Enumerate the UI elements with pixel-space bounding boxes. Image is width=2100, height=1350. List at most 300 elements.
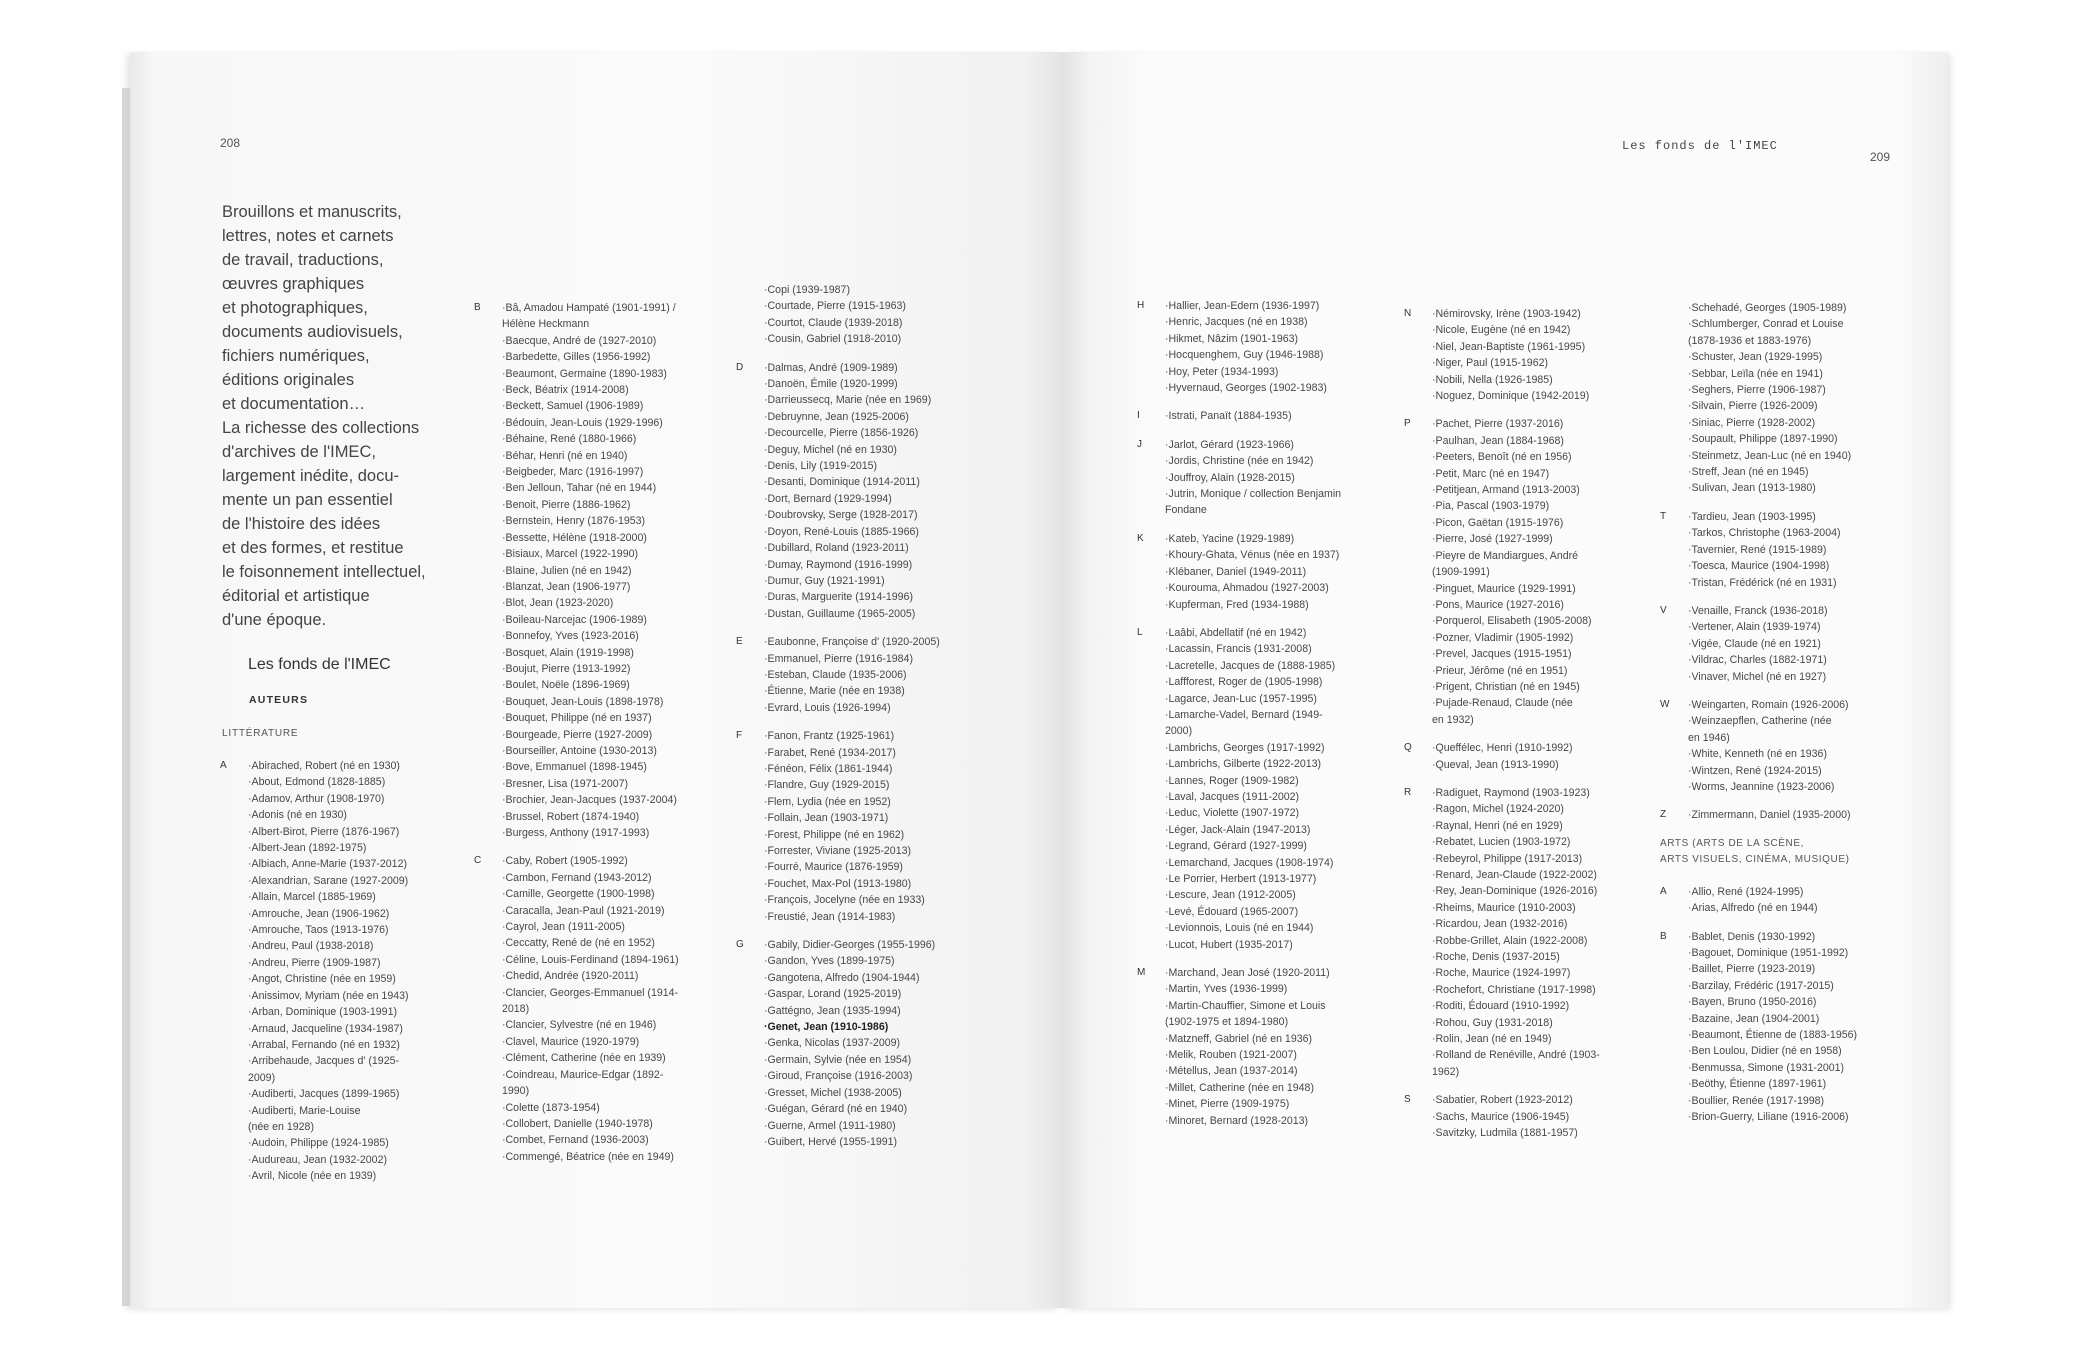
index-entry: ·Lambrichs, Gilberte (1922-2013) bbox=[1165, 758, 1322, 771]
index-entry: ·Gangotena, Alfredo (1904-1944) bbox=[764, 971, 920, 984]
index-entry: ·Arban, Dominique (1903-1991) bbox=[248, 1006, 397, 1019]
index-entry: ·Allain, Marcel (1885-1969) bbox=[248, 891, 376, 904]
index-entry: ·Paulhan, Jean (1884-1968) bbox=[1432, 434, 1564, 447]
index-letter: G bbox=[736, 939, 744, 951]
index-column-2 bbox=[474, 300, 727, 1177]
index-section bbox=[1688, 300, 1888, 497]
index-entry: ·Tardieu, Jean (1903-1995) bbox=[1688, 510, 1816, 523]
index-entry: ·Venaille, Franck (1936-2018) bbox=[1688, 604, 1828, 617]
index-entry: ·Copi (1939-1987) bbox=[764, 284, 850, 296]
index-letter: D bbox=[736, 361, 744, 373]
index-entry: ·Noguez, Dominique (1942-2019) bbox=[1432, 390, 1590, 403]
index-entry: ·Laffforest, Roger de (1905-1998) bbox=[1165, 676, 1323, 689]
index-entry: ·Pujade-Renaud, Claude (née bbox=[1432, 697, 1573, 710]
index-entry: ·Rey, Jean-Dominique (1926-2016) bbox=[1432, 885, 1598, 898]
index-section bbox=[1660, 929, 1888, 1126]
index-column-1 bbox=[220, 758, 448, 1197]
index-entry: ·Sabatier, Robert (1923-2012) bbox=[1432, 1094, 1573, 1107]
index-entry: 2000) bbox=[1165, 725, 1193, 738]
index-entry: ·Courtade, Pierre (1915-1963) bbox=[764, 300, 906, 313]
index-entry: ·Roche, Denis (1937-2015) bbox=[1432, 951, 1560, 964]
index-entry: ·Benmussa, Simone (1931-2001) bbox=[1688, 1061, 1845, 1074]
index-entry: ·Audoin, Philippe (1924-1985) bbox=[248, 1137, 389, 1150]
index-entry: ·Gresset, Michel (1938-2005) bbox=[764, 1086, 902, 1099]
index-section bbox=[1404, 1092, 1642, 1141]
index-entry: ·Blot, Jean (1923-2020) bbox=[502, 597, 614, 610]
index-entry: ·Bouquet, Philippe (né en 1937) bbox=[502, 712, 652, 725]
index-entry: ·Combet, Fernand (1936-2003) bbox=[502, 1134, 649, 1147]
index-entry: ·Vigée, Claude (né en 1921) bbox=[1688, 637, 1821, 650]
index-section bbox=[736, 634, 989, 716]
index-entry: ·Arias, Alfredo (né en 1944) bbox=[1688, 902, 1818, 915]
index-entry: ·Caracalla, Jean-Paul (1921-2019) bbox=[502, 904, 665, 917]
index-entry: ·Boullier, Renée (1917-1998) bbox=[1688, 1094, 1825, 1107]
index-entry: ·Étienne, Marie (née en 1938) bbox=[764, 685, 905, 698]
index-entry: ·Hyvernaud, Georges (1902-1983) bbox=[1165, 382, 1327, 395]
index-entry: ·Tristan, Frédérick (né en 1931) bbox=[1688, 576, 1837, 589]
index-entry: ·Denis, Lily (1919-2015) bbox=[764, 460, 878, 473]
index-entry: ·Zimmermann, Daniel (1935-2000) bbox=[1688, 809, 1851, 822]
index-entry: ·Métellus, Jean (1937-2014) bbox=[1165, 1065, 1298, 1078]
index-entry: 1962) bbox=[1432, 1065, 1460, 1078]
index-section bbox=[1660, 884, 1888, 917]
index-entry: ·Hocquenghem, Guy (1946-1988) bbox=[1165, 349, 1324, 362]
index-entry: ·Genet, Jean (1910-1986) bbox=[764, 1021, 889, 1034]
index-entry: ·Desanti, Dominique (1914-2011) bbox=[764, 476, 920, 489]
index-entry: ·Guibert, Hervé (1955-1991) bbox=[764, 1135, 898, 1148]
index-entry: ·Ricardou, Jean (1932-2016) bbox=[1432, 918, 1568, 931]
index-entry: ·Brion-Guerry, Liliane (1916-2006) bbox=[1688, 1111, 1849, 1124]
index-letter: F bbox=[736, 730, 743, 742]
index-section bbox=[764, 282, 989, 348]
index-entry: ·Jouffroy, Alain (1928-2015) bbox=[1165, 471, 1295, 484]
index-entry: ·Peeters, Benoît (né en 1956) bbox=[1432, 451, 1572, 464]
index-letter: W bbox=[1660, 698, 1670, 710]
index-entry: ·Bagouet, Dominique (1951-1992) bbox=[1688, 947, 1849, 959]
index-entry: ·Bâ, Amadou Hampaté (1901-1991) / bbox=[502, 302, 676, 314]
index-entry: ·Marchand, Jean José (1920-2011) bbox=[1165, 967, 1330, 980]
index-entry: ·Beckett, Samuel (1906-1989) bbox=[502, 400, 644, 413]
index-letter: H bbox=[1137, 300, 1145, 311]
index-entry: ·Queval, Jean (1913-1990) bbox=[1432, 758, 1559, 771]
index-entry: ·Bernstein, Henry (1876-1953) bbox=[502, 515, 646, 528]
index-entry: ·Gandon, Yves (1899-1975) bbox=[764, 955, 895, 968]
index-letter: J bbox=[1137, 438, 1142, 450]
index-section bbox=[736, 360, 989, 623]
category-heading-line: ARTS VISUELS, CINÉMA, MUSIQUE) bbox=[1660, 853, 1850, 865]
index-entry: ·Lambrichs, Georges (1917-1992) bbox=[1165, 741, 1325, 754]
index-section bbox=[736, 937, 989, 1150]
index-entry: ·Arrabal, Fernando (né en 1932) bbox=[248, 1038, 400, 1051]
index-entry: ·Cambon, Fernand (1943-2012) bbox=[502, 871, 652, 884]
index-entry: ·Tarkos, Christophe (1963-2004) bbox=[1688, 527, 1841, 540]
index-letter: K bbox=[1137, 532, 1144, 544]
index-column-4 bbox=[1137, 298, 1385, 1141]
index-entry: ·Amrouche, Jean (1906-1962) bbox=[248, 907, 390, 920]
index-letter: C bbox=[474, 855, 482, 867]
index-entry: ·Nobili, Nella (1926-1985) bbox=[1432, 373, 1553, 386]
section-title: Les fonds de l'IMEC bbox=[248, 656, 391, 673]
index-entry: ·Cousin, Gabriel (1918-2010) bbox=[764, 333, 902, 346]
index-entry: ·Céline, Louis-Ferdinand (1894-1961) bbox=[502, 953, 679, 966]
index-entry: ·Kourouma, Ahmadou (1927-2003) bbox=[1165, 582, 1329, 595]
index-entry: ·Duras, Marguerite (1914-1996) bbox=[764, 591, 913, 604]
index-entry: ·Guerne, Armel (1911-1980) bbox=[764, 1119, 896, 1132]
index-section bbox=[1660, 697, 1888, 795]
index-entry: ·Avril, Nicole (née en 1939) bbox=[248, 1170, 377, 1183]
running-head: Les fonds de l'IMEC bbox=[1622, 139, 1778, 153]
index-letter: A bbox=[220, 760, 227, 771]
index-entry: ·Audiberti, Jacques (1899-1965) bbox=[248, 1088, 400, 1101]
index-section bbox=[474, 853, 727, 1165]
index-entry: ·Schehadé, Georges (1905-1989) bbox=[1688, 302, 1847, 314]
index-entry: ·Niger, Paul (1915-1962) bbox=[1432, 357, 1549, 370]
index-section bbox=[1404, 740, 1642, 773]
index-entry: ·Jarlot, Gérard (1923-1966) bbox=[1165, 438, 1294, 451]
index-entry: ·Bouquet, Jean-Louis (1898-1978) bbox=[502, 695, 664, 708]
index-entry: ·Rebeyrol, Philippe (1917-2013) bbox=[1432, 852, 1583, 865]
index-entry: ·Coindreau, Maurice-Edgar (1892- bbox=[502, 1068, 664, 1081]
index-entry: ·Decourcelle, Pierre (1856-1926) bbox=[764, 427, 919, 440]
index-entry: ·Forrester, Viviane (1925-2013) bbox=[764, 845, 912, 857]
index-entry: ·Angot, Christine (née en 1959) bbox=[248, 973, 396, 986]
index-entry: ·Darrieussecq, Marie (née en 1969) bbox=[764, 394, 932, 407]
index-column-6 bbox=[1660, 300, 1888, 1137]
index-entry: ·Sulivan, Jean (1913-1980) bbox=[1688, 482, 1816, 495]
index-entry: Fondane bbox=[1165, 504, 1207, 517]
index-section bbox=[1137, 531, 1385, 613]
index-entry: ·Lucot, Hubert (1935-2017) bbox=[1165, 938, 1293, 951]
index-entry: Hélène Heckmann bbox=[502, 318, 590, 331]
index-section bbox=[1660, 509, 1888, 591]
index-entry: ·Lemarchand, Jacques (1908-1974) bbox=[1165, 856, 1334, 869]
index-letter: Q bbox=[1404, 742, 1412, 754]
index-entry: ·Klébaner, Daniel (1949-2011) bbox=[1165, 565, 1307, 578]
index-entry: (née en 1928) bbox=[248, 1120, 314, 1133]
index-entry: ·Pozner, Vladimir (1905-1992) bbox=[1432, 631, 1574, 644]
index-entry: ·Silvain, Pierre (1926-2009) bbox=[1688, 400, 1818, 413]
index-entry: ·Pia, Pascal (1903-1979) bbox=[1432, 500, 1550, 513]
index-letter: I bbox=[1137, 410, 1140, 422]
index-letter: Z bbox=[1660, 809, 1667, 821]
index-entry: ·Bazaine, Jean (1904-2001) bbox=[1688, 1012, 1820, 1025]
index-entry: ·Farabet, René (1934-2017) bbox=[764, 746, 896, 759]
index-entry: ·Bresner, Lisa (1971-2007) bbox=[502, 777, 629, 790]
index-entry: ·Laâbi, Abdellatif (né en 1942) bbox=[1165, 626, 1307, 639]
index-entry: ·Henric, Jacques (né en 1938) bbox=[1165, 316, 1308, 329]
index-entry: ·Audureau, Jean (1932-2002) bbox=[248, 1153, 387, 1166]
index-entry: ·Pieyre de Mandiargues, André bbox=[1432, 549, 1579, 562]
index-entry: ·Brochier, Jean-Jacques (1937-2004) bbox=[502, 794, 677, 807]
index-column-5 bbox=[1404, 306, 1642, 1154]
index-entry: ·Sachs, Maurice (1906-1945) bbox=[1432, 1110, 1570, 1123]
index-entry: ·Clancier, Sylvestre (né en 1946) bbox=[502, 1019, 657, 1032]
index-entry: ·Lescure, Jean (1912-2005) bbox=[1165, 889, 1296, 902]
index-entry: ·Worms, Jeannine (1923-2006) bbox=[1688, 780, 1835, 793]
index-entry: ·Audiberti, Marie-Louise bbox=[248, 1104, 361, 1117]
index-entry: ·Bessette, Hélène (1918-2000) bbox=[502, 531, 647, 544]
index-entry: ·About, Edmond (1828-1885) bbox=[248, 776, 386, 789]
index-entry: ·Burgess, Anthony (1917-1993) bbox=[502, 827, 650, 839]
index-entry: (1902-1975 et 1894-1980) bbox=[1165, 1016, 1289, 1029]
index-letter: E bbox=[736, 636, 743, 648]
index-entry: ·Arribehaude, Jacques d' (1925- bbox=[248, 1055, 400, 1068]
index-entry: ·Pinguet, Maurice (1929-1991) bbox=[1432, 582, 1576, 595]
index-entry: ·Dalmas, André (1909-1989) bbox=[764, 361, 898, 374]
index-entry: ·Siniac, Pierre (1928-2002) bbox=[1688, 416, 1816, 429]
index-entry: ·Schuster, Jean (1929-1995) bbox=[1688, 351, 1823, 364]
index-entry: ·Millet, Catherine (née en 1948) bbox=[1165, 1081, 1314, 1094]
index-entry: ·Hoy, Peter (1934-1993) bbox=[1165, 365, 1279, 378]
index-entry: ·Doyon, René-Louis (1885-1966) bbox=[764, 525, 919, 538]
index-entry: ·Bonnefoy, Yves (1923-2016) bbox=[502, 630, 639, 643]
index-entry: ·Sebbar, Leïla (née en 1941) bbox=[1688, 367, 1823, 380]
index-entry: ·Deguy, Michel (né en 1930) bbox=[764, 443, 897, 456]
index-entry: ·Doubrovsky, Serge (1928-2017) bbox=[764, 509, 918, 522]
index-entry: ·Eaubonne, Françoise d' (1920-2005) bbox=[764, 636, 940, 649]
index-entry: ·Radiguet, Raymond (1903-1923) bbox=[1432, 786, 1590, 799]
index-entry: ·Cayrol, Jean (1911-2005) bbox=[502, 921, 625, 934]
index-section bbox=[1404, 785, 1642, 1080]
index-entry: ·Ben Jelloun, Tahar (né en 1944) bbox=[502, 482, 657, 495]
index-entry: ·Pierre, José (1927-1999) bbox=[1432, 533, 1553, 546]
index-entry: ·Dumur, Guy (1921-1991) bbox=[764, 574, 885, 587]
index-entry: ·Ceccatty, René de (né en 1952) bbox=[502, 937, 655, 950]
index-section bbox=[1660, 603, 1888, 685]
index-entry: ·Seghers, Pierre (1906-1987) bbox=[1688, 384, 1826, 397]
index-entry: ·Anissimov, Myriam (née en 1943) bbox=[248, 989, 409, 1002]
right-page-number: 209 bbox=[1870, 150, 1891, 164]
index-entry: ·Prigent, Christian (né en 1945) bbox=[1432, 680, 1580, 693]
index-entry: ·Lannes, Roger (1909-1982) bbox=[1165, 774, 1299, 787]
index-entry: ·Flem, Lydia (née en 1952) bbox=[764, 795, 891, 808]
index-entry: ·Némirovsky, Irène (1903-1942) bbox=[1432, 308, 1581, 320]
index-entry: ·Dubillard, Roland (1923-2011) bbox=[764, 542, 909, 555]
index-entry: ·Lamarche-Vadel, Bernard (1949- bbox=[1165, 708, 1323, 721]
index-section bbox=[1137, 408, 1385, 424]
index-letter: T bbox=[1660, 510, 1667, 522]
index-entry: ·Fanon, Frantz (1925-1961) bbox=[764, 730, 895, 743]
index-entry: ·Bove, Emmanuel (1898-1945) bbox=[502, 761, 647, 774]
index-entry: ·Toesca, Maurice (1904-1998) bbox=[1688, 560, 1830, 573]
index-entry: 2009) bbox=[248, 1071, 276, 1084]
index-section bbox=[1404, 306, 1642, 404]
index-entry: ·Léger, Jack-Alain (1947-2013) bbox=[1165, 823, 1311, 836]
index-entry: ·Germain, Sylvie (née en 1954) bbox=[764, 1053, 912, 1066]
subheading-authors: AUTEURS bbox=[249, 694, 309, 706]
index-section bbox=[736, 728, 989, 925]
index-entry: ·Levé, Édouard (1965-2007) bbox=[1165, 905, 1299, 918]
index-entry: ·Minet, Pierre (1909-1975) bbox=[1165, 1098, 1290, 1111]
index-entry: ·Khoury-Ghata, Vénus (née en 1937) bbox=[1165, 549, 1340, 562]
index-entry: ·Rebatet, Lucien (1903-1972) bbox=[1432, 836, 1571, 849]
index-entry: ·Bablet, Denis (1930-1992) bbox=[1688, 930, 1816, 943]
index-entry: ·Le Porrier, Herbert (1913-1977) bbox=[1165, 873, 1317, 885]
index-entry: ·Boujut, Pierre (1913-1992) bbox=[502, 662, 631, 675]
index-entry: ·Queffélec, Henri (1910-1992) bbox=[1432, 742, 1573, 755]
index-entry: ·Allio, René (1924-1995) bbox=[1688, 885, 1804, 898]
index-entry: ·White, Kenneth (né en 1936) bbox=[1688, 748, 1827, 761]
index-entry: ·Genka, Nicolas (1937-2009) bbox=[764, 1037, 901, 1050]
index-entry: ·Pachet, Pierre (1937-2016) bbox=[1432, 418, 1564, 431]
category-literature: LITTÉRATURE bbox=[222, 728, 299, 739]
index-entry: ·Gattégno, Jean (1935-1994) bbox=[764, 1004, 901, 1017]
intro-paragraph: Brouillons et manuscrits, lettres, notes et carnets de travail, traductions, œuvres graphiques et photographiques, documents audiovisuels, fichiers numériques, éditions originales et documentation… La richesse des collections d'archives de l'IMEC, largement inédite, docu- mente un pan essentiel de l'histoire des idées et des formes, et restitue le foisonnement intellectuel, éditorial et artistique d'une époque. bbox=[222, 203, 426, 629]
index-entry: ·Istrati, Panaït (1884-1935) bbox=[1165, 410, 1292, 423]
index-entry: ·Rolland de Renéville, André (1903- bbox=[1432, 1049, 1600, 1062]
index-entry: ·Martin-Chauffier, Simone et Louis bbox=[1165, 999, 1326, 1012]
index-entry: ·Bédouin, Jean-Louis (1929-1996) bbox=[502, 416, 663, 429]
index-entry: ·Picon, Gaëtan (1915-1976) bbox=[1432, 516, 1564, 529]
category-heading-line: ARTS (ARTS DE LA SCÈNE, bbox=[1660, 837, 1805, 849]
index-letter: B bbox=[1660, 930, 1667, 942]
index-letter: P bbox=[1404, 418, 1411, 430]
index-entry: ·Benoit, Pierre (1886-1962) bbox=[502, 498, 631, 511]
index-entry: ·Béhaine, René (1880-1966) bbox=[502, 433, 637, 446]
index-entry: ·Blanzat, Jean (1906-1977) bbox=[502, 580, 631, 593]
index-entry: ·Robbe-Grillet, Alain (1922-2008) bbox=[1432, 934, 1588, 947]
index-entry: ·Clément, Catherine (née en 1939) bbox=[502, 1052, 666, 1065]
index-entry: ·Levionnois, Louis (né en 1944) bbox=[1165, 922, 1314, 935]
index-entry: ·Andreu, Paul (1938-2018) bbox=[248, 940, 374, 953]
index-entry: ·Vertener, Alain (1939-1974) bbox=[1688, 621, 1821, 634]
index-entry: ·Porquerol, Elisabeth (1905-2008) bbox=[1432, 615, 1592, 628]
index-entry: ·Baecque, André de (1927-2010) bbox=[502, 334, 657, 347]
index-entry: ·Rochefort, Christiane (1917-1998) bbox=[1432, 983, 1596, 996]
index-entry: ·Weingarten, Romain (1926-2006) bbox=[1688, 698, 1849, 711]
index-entry: ·Esteban, Claude (1935-2006) bbox=[764, 668, 907, 681]
index-letter: L bbox=[1137, 626, 1143, 638]
index-letter: A bbox=[1660, 885, 1667, 897]
index-entry: ·Fénéon, Félix (1861-1944) bbox=[764, 762, 893, 775]
index-entry: ·Amrouche, Taos (1913-1976) bbox=[248, 924, 389, 937]
index-entry: ·Beaumont, Étienne de (1883-1956) bbox=[1688, 1029, 1858, 1042]
index-entry: ·Fourré, Maurice (1876-1959) bbox=[764, 861, 903, 874]
index-entry: ·Rohou, Guy (1931-2018) bbox=[1432, 1016, 1553, 1029]
index-entry: ·Rheims, Maurice (1910-2003) bbox=[1432, 901, 1576, 914]
index-entry: ·Gabily, Didier-Georges (1955-1996) bbox=[764, 939, 936, 952]
index-entry: ·Arnaud, Jacqueline (1934-1987) bbox=[248, 1022, 403, 1035]
index-entry: ·Clancier, Georges-Emmanuel (1914- bbox=[502, 986, 679, 999]
index-letter: V bbox=[1660, 604, 1667, 616]
index-entry: ·Tavernier, René (1915-1989) bbox=[1688, 543, 1827, 556]
index-section bbox=[1137, 298, 1385, 396]
index-entry: ·Vildrac, Charles (1882-1971) bbox=[1688, 654, 1827, 667]
index-entry: ·Roche, Maurice (1924-1997) bbox=[1432, 967, 1571, 980]
index-entry: ·Clavel, Maurice (1920-1979) bbox=[502, 1035, 640, 1048]
index-entry: ·Gaspar, Lorand (1925-2019) bbox=[764, 988, 902, 1001]
index-entry: ·Abirached, Robert (né en 1930) bbox=[248, 760, 400, 772]
index-entry: ·Hallier, Jean-Edern (1936-1997) bbox=[1165, 300, 1320, 312]
index-column-3 bbox=[736, 282, 989, 1162]
index-section bbox=[220, 758, 448, 1185]
index-entry: ·Roditi, Édouard (1910-1992) bbox=[1432, 1000, 1570, 1013]
index-entry: ·Ragon, Michel (1924-2020) bbox=[1432, 803, 1564, 816]
index-entry: ·Jordis, Christine (née en 1942) bbox=[1165, 455, 1314, 468]
index-entry: ·Fouchet, Max-Pol (1913-1980) bbox=[764, 877, 912, 890]
index-entry: ·Prieur, Jérôme (né en 1951) bbox=[1432, 664, 1568, 677]
index-entry: ·Martin, Yves (1936-1999) bbox=[1165, 983, 1288, 996]
index-section bbox=[1137, 625, 1385, 953]
index-entry: ·Boileau-Narcejac (1906-1989) bbox=[502, 613, 647, 626]
index-entry: ·Leduc, Violette (1907-1972) bbox=[1165, 807, 1300, 820]
index-entry: ·Bosquet, Alain (1919-1998) bbox=[502, 646, 634, 659]
index-entry: ·Béhar, Henri (né en 1940) bbox=[502, 449, 628, 462]
index-entry: ·Soupault, Philippe (1897-1990) bbox=[1688, 433, 1838, 446]
index-entry: ·Courtot, Claude (1939-2018) bbox=[764, 316, 903, 329]
index-entry: ·Beöthy, Étienne (1897-1961) bbox=[1688, 1078, 1827, 1091]
index-section bbox=[1660, 807, 1888, 823]
index-letter: B bbox=[474, 302, 481, 313]
index-entry: ·Weinzaepflen, Catherine (née bbox=[1688, 715, 1832, 728]
index-entry: ·Colette (1873-1954) bbox=[502, 1101, 600, 1114]
index-entry: 1990) bbox=[502, 1085, 530, 1098]
index-section bbox=[474, 300, 727, 841]
index-entry: ·Beaumont, Germaine (1890-1983) bbox=[502, 367, 667, 380]
index-entry: ·Alexandrian, Sarane (1927-2009) bbox=[248, 874, 409, 887]
index-entry: ·Camille, Georgette (1900-1998) bbox=[502, 888, 655, 901]
index-entry: ·Chedid, Andrée (1920-2011) bbox=[502, 970, 639, 983]
index-entry: ·Vinaver, Michel (né en 1927) bbox=[1688, 670, 1827, 683]
index-entry: ·Jutrin, Monique / collection Benjamin bbox=[1165, 488, 1342, 501]
index-entry: ·Follain, Jean (1903-1971) bbox=[764, 812, 889, 825]
index-entry: ·Blaine, Julien (né en 1942) bbox=[502, 564, 632, 577]
index-entry: ·Lacassin, Francis (1931-2008) bbox=[1165, 643, 1312, 656]
index-entry: ·Adonis (né en 1930) bbox=[248, 809, 347, 822]
index-entry: ·Laval, Jacques (1911-2002) bbox=[1165, 790, 1300, 803]
index-entry: (1878-1936 et 1883-1976) bbox=[1688, 334, 1812, 347]
index-entry: ·Raynal, Henri (né en 1929) bbox=[1432, 819, 1563, 832]
index-entry: ·Nicole, Eugène (né en 1942) bbox=[1432, 324, 1571, 337]
category-arts-heading bbox=[1660, 836, 1888, 868]
index-entry: ·Pons, Maurice (1927-2016) bbox=[1432, 598, 1564, 611]
index-entry: ·Rolin, Jean (né en 1949) bbox=[1432, 1033, 1552, 1046]
index-entry: ·Legrand, Gérard (1927-1999) bbox=[1165, 840, 1307, 853]
index-entry: ·Beigbeder, Marc (1916-1997) bbox=[502, 466, 644, 479]
index-entry: ·Albert-Birot, Pierre (1876-1967) bbox=[248, 825, 400, 838]
index-section bbox=[1137, 437, 1385, 519]
index-entry: ·Evrard, Louis (1926-1994) bbox=[764, 701, 891, 714]
index-entry: ·Collobert, Danielle (1940-1978) bbox=[502, 1117, 653, 1130]
index-entry: ·Bourseiller, Antoine (1930-2013) bbox=[502, 744, 657, 757]
index-entry: ·Caby, Robert (1905-1992) bbox=[502, 855, 628, 868]
index-entry: ·Kupferman, Fred (1934-1988) bbox=[1165, 598, 1309, 611]
index-entry: ·Wintzen, René (1924-2015) bbox=[1688, 764, 1822, 777]
index-entry: ·Steinmetz, Jean-Luc (né en 1940) bbox=[1688, 449, 1852, 462]
index-section bbox=[1404, 416, 1642, 728]
index-entry: ·Lagarce, Jean-Luc (1957-1995) bbox=[1165, 692, 1317, 705]
index-entry: ·Barbedette, Gilles (1956-1992) bbox=[502, 351, 651, 364]
index-entry: ·Renard, Jean-Claude (1922-2002) bbox=[1432, 869, 1597, 881]
index-entry: ·Danoën, Émile (1920-1999) bbox=[764, 378, 898, 391]
index-entry: ·Lacretelle, Jacques de (1888-1985) bbox=[1165, 659, 1336, 672]
left-page-number: 208 bbox=[220, 136, 241, 150]
index-entry: ·Dumay, Raymond (1916-1999) bbox=[764, 558, 913, 571]
index-section bbox=[1137, 965, 1385, 1129]
index-entry: ·Petit, Marc (né en 1947) bbox=[1432, 467, 1550, 480]
index-entry: ·François, Jocelyne (née en 1933) bbox=[764, 894, 925, 907]
index-entry: ·Giroud, Françoise (1916-2003) bbox=[764, 1070, 913, 1083]
index-entry: ·Beck, Béatrix (1914-2008) bbox=[502, 384, 629, 397]
index-entry: ·Dustan, Guillaume (1965-2005) bbox=[764, 607, 916, 620]
index-entry: ·Prevel, Jacques (1915-1951) bbox=[1432, 648, 1572, 661]
index-entry: ·Niel, Jean-Baptiste (1961-1995) bbox=[1432, 340, 1586, 353]
index-entry: ·Schlumberger, Conrad et Louise bbox=[1688, 318, 1844, 331]
index-entry: ·Brussel, Robert (1874-1940) bbox=[502, 810, 640, 823]
index-entry: ·Ben Loulou, Didier (né en 1958) bbox=[1688, 1045, 1842, 1058]
index-entry: ·Streff, Jean (né en 1945) bbox=[1688, 466, 1809, 479]
index-entry: ·Bayen, Bruno (1950-2016) bbox=[1688, 996, 1817, 1009]
